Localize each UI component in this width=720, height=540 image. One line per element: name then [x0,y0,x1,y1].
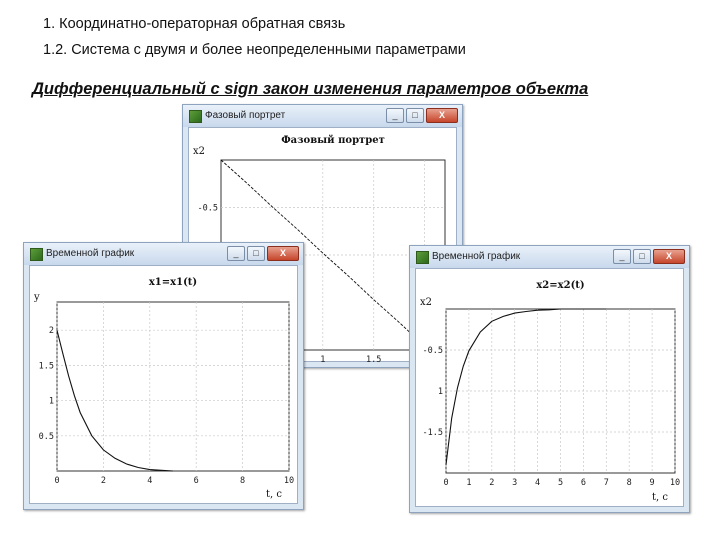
maximize-button[interactable]: □ [633,249,651,264]
time2-window-titlebar[interactable] [410,246,689,268]
x-tick-label: 6 [580,478,586,488]
chart-title: x2=x2(t) [536,280,585,291]
y-tick-label: -0.5 [422,346,443,356]
time2-chart-area [415,268,684,507]
close-button[interactable]: X [267,246,299,261]
x-tick-label: 2 [489,478,495,488]
x-tick-label: 9 [649,478,655,488]
time-plot-x2-window[interactable] [409,245,690,513]
y-tick-label: 0.5 [38,431,54,442]
y-tick-label: 1 [437,387,443,397]
x-tick-label: 8 [626,478,632,488]
x-tick-label: 7 [603,478,609,488]
header-line-2: 1.2. Система с двумя и более неопределенными параметрами [43,42,466,58]
y-tick-label: 1.5 [38,361,54,372]
maximize-button[interactable]: □ [406,108,424,123]
close-button[interactable]: X [426,108,458,123]
x1-time-chart [30,266,297,503]
y-tick-label: -0.5 [197,203,218,214]
maximize-button[interactable]: □ [247,246,265,261]
x-tick-label: 10 [283,476,295,486]
x-axis-label: t, c [652,492,668,503]
plot-frame [57,302,289,471]
slide-subtitle: Дифференциальный с sign закон изменения параметров объекта [32,80,589,98]
x-tick-label: 4 [535,478,541,488]
x-tick-label: 1.5 [366,355,382,365]
x-tick-label: 1 [466,478,472,488]
time1-chart-area [29,265,298,504]
x-tick-label: 0 [443,478,449,488]
time1-window-titlebar[interactable] [24,243,303,265]
x2-time-chart [416,269,683,506]
x-tick-label: 2 [100,476,106,486]
y-tick-label: 2 [48,326,54,337]
x-tick-label: 4 [147,476,153,486]
y-axis-label: x2 [420,297,433,308]
series-line [446,309,606,465]
time1-window-title: Временной график [46,248,135,259]
minimize-button[interactable]: _ [613,249,631,264]
minimize-button[interactable]: _ [227,246,245,261]
x-tick-label: 8 [240,476,246,486]
app-icon [416,251,429,264]
y-axis-label: x2 [193,146,206,157]
x-tick-label: 5 [557,478,564,488]
x-tick-label: 3 [512,478,518,488]
y-tick-label: -1.5 [422,428,443,438]
app-icon [30,248,43,261]
phase-window-title: Фазовый портрет [205,110,286,121]
x-tick-label: 1 [320,355,326,365]
close-button[interactable]: X [653,249,685,264]
time2-window-title: Временной график [432,251,521,262]
header-line-1: 1. Координатно-операторная обратная связь [43,16,346,32]
x-axis-label: t, c [266,489,282,500]
minimize-button[interactable]: _ [386,108,404,123]
x-tick-label: 0 [54,476,60,486]
chart-title: Фазовый портрет [281,135,385,146]
x-tick-label: 10 [669,478,681,488]
y-tick-label: 1 [48,396,54,407]
y-axis-label: y [34,292,40,303]
x-tick-label: 6 [193,476,199,486]
app-icon [189,110,202,123]
phase-window-titlebar[interactable] [183,105,462,127]
time-plot-x1-window[interactable] [23,242,304,510]
chart-title: x1=x1(t) [148,277,198,288]
